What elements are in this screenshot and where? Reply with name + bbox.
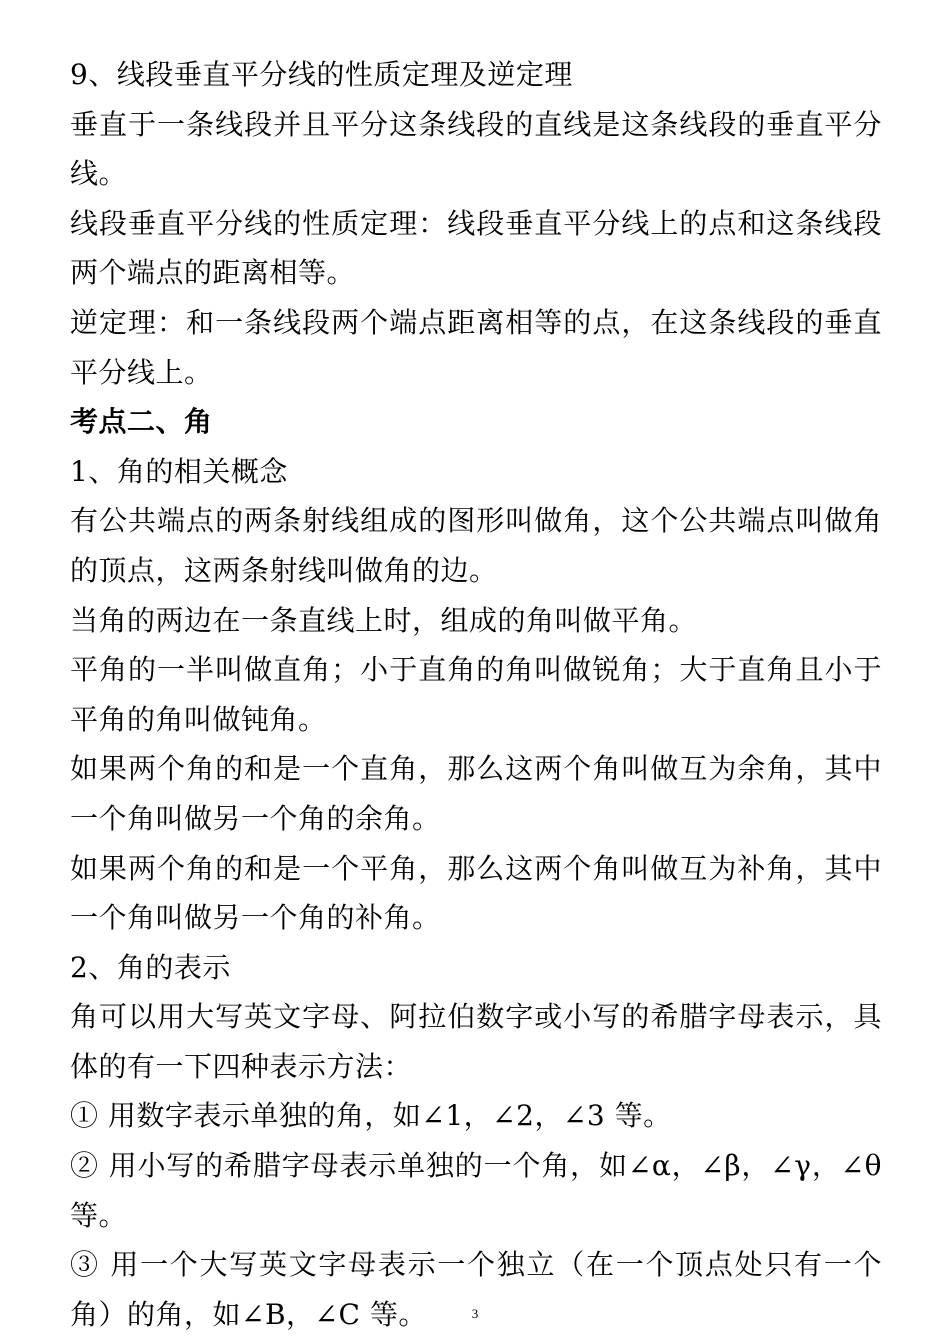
- paragraph-right-acute-obtuse: 平角的一半叫做直角；小于直角的角叫做锐角；大于直角且小于平角的角叫做钝角。: [70, 653, 882, 736]
- paragraph-property-theorem: 线段垂直平分线的性质定理：线段垂直平分线上的点和这条线段两个端点的距离相等。: [70, 206, 882, 290]
- section-title-perpendicular-bisector: 9、线段垂直平分线的性质定理及逆定理: [70, 58, 573, 91]
- list-item-notation-greek: ② 用小写的希腊字母表示单独的一个角，如∠α，∠β，∠γ，∠θ 等。: [70, 1149, 882, 1232]
- list-item-notation-digits: ① 用数字表示单独的角，如∠1，∠2，∠3 等。: [70, 1099, 672, 1133]
- paragraph-supplementary-angles: 如果两个角的和是一个平角，那么这两个角叫做互为补角，其中一个角叫做另一个角的补角。: [70, 851, 882, 935]
- paragraph-complementary-angles: 如果两个角的和是一个直角，那么这两个角叫做互为余角，其中一个角叫做另一个角的余角。: [70, 752, 882, 835]
- paragraph-definition-perpendicular-bisector: 垂直于一条线段并且平分这条线段的直线是这条线段的垂直平分线。: [70, 107, 882, 191]
- subheading-angle-concepts: 1、角的相关概念: [70, 454, 288, 488]
- page-number: 3: [471, 1306, 479, 1321]
- paragraph-converse-theorem: 逆定理：和一条线段两个端点距离相等的点，在这条线段的垂直平分线上。: [70, 305, 882, 389]
- subheading-angle-notation: 2、角的表示: [70, 950, 231, 984]
- paragraph-notation-intro: 角可以用大写英文字母、阿拉伯数字或小写的希腊字母表示，具体的有一下四种表示方法：: [70, 1000, 882, 1083]
- heading-key-point-angle: 考点二、角: [70, 405, 213, 439]
- paragraph-straight-angle: 当角的两边在一条直线上时，组成的角叫做平角。: [70, 603, 698, 637]
- page-content: [70, 50, 882, 1339]
- paragraph-angle-definition: 有公共端点的两条射线组成的图形叫做角，这个公共端点叫做角的顶点，这两条射线叫做角的边。: [70, 504, 882, 587]
- list-item-notation-capital-letter: ③ 用一个大写英文字母表示一个独立（在一个顶点处只有一个角）的角，如∠B，∠C 等。: [70, 1248, 882, 1331]
